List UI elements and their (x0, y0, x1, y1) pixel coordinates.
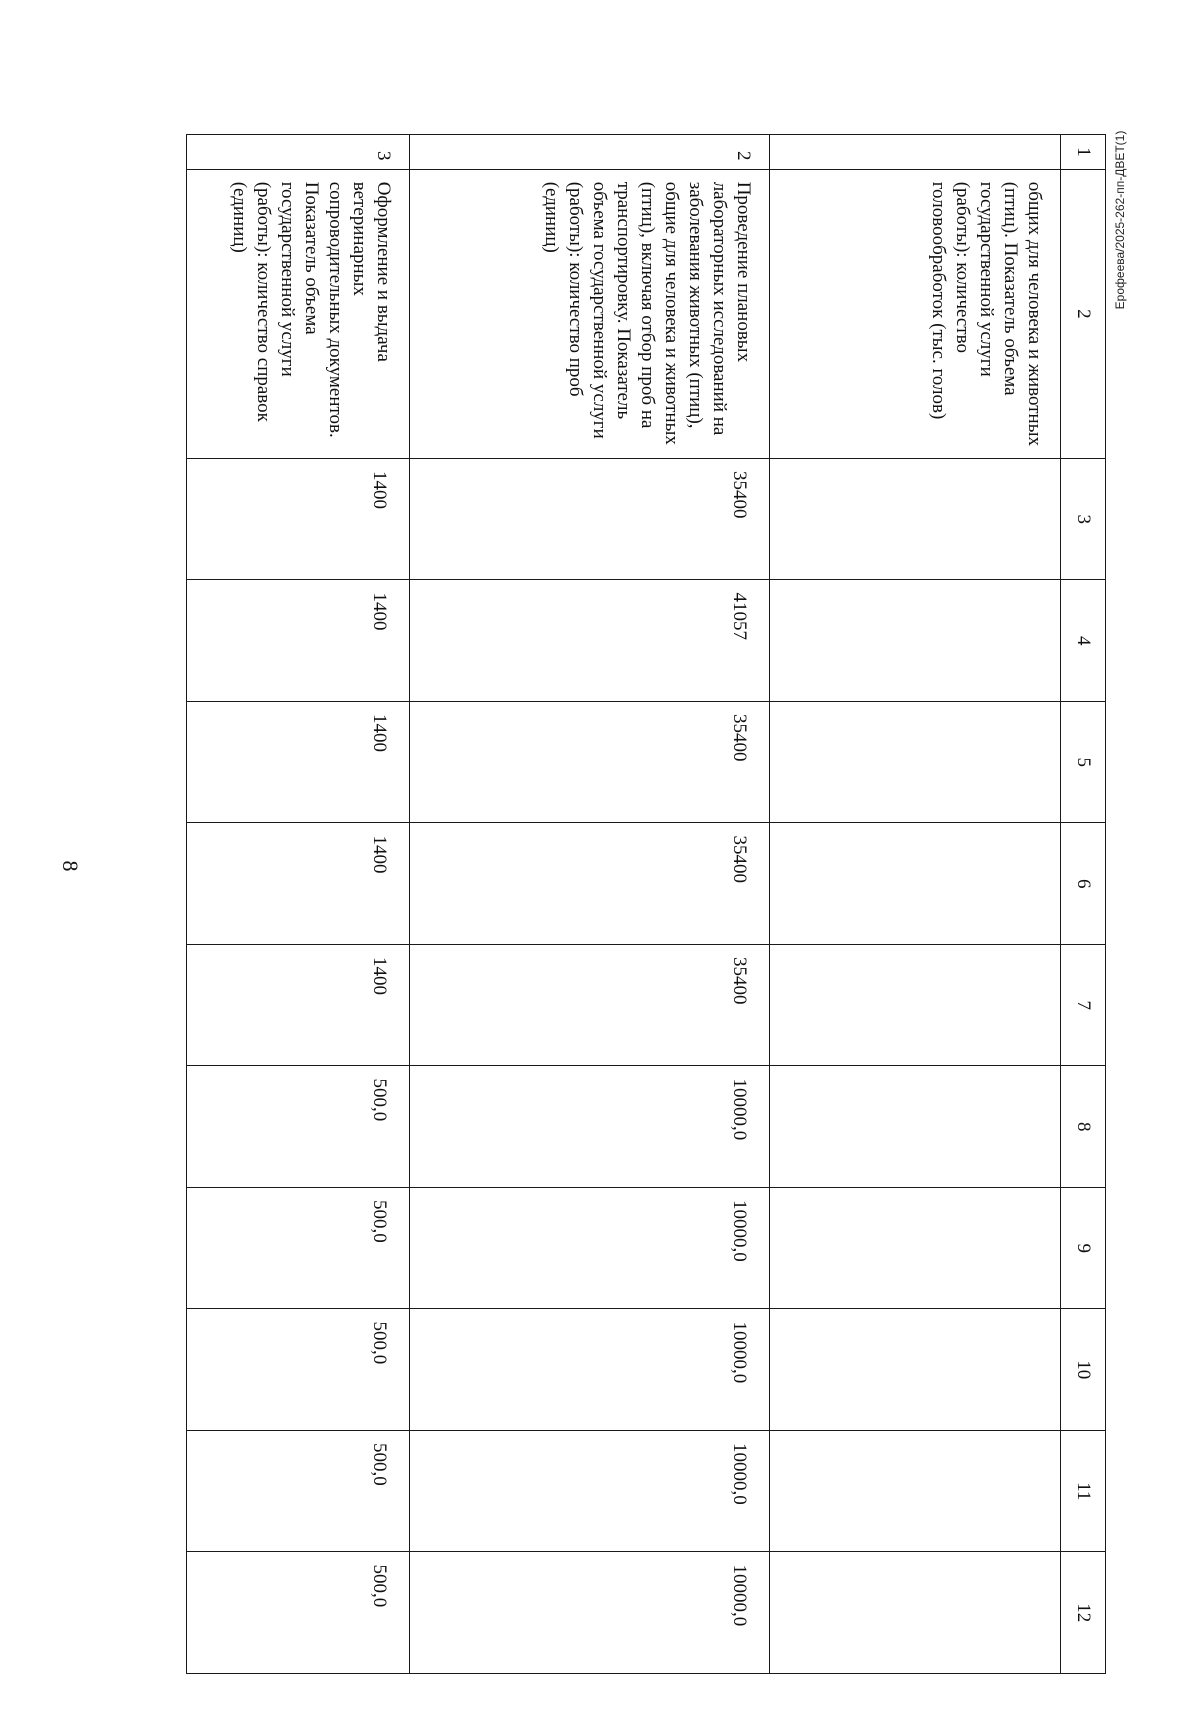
table-cell: 500,0 (187, 1430, 410, 1552)
table-cell: 1400 (187, 580, 410, 702)
table-cell: 1400 (187, 701, 410, 823)
table-cell: 1400 (187, 458, 410, 580)
table-cell: 35400 (409, 701, 770, 823)
table-cell: 1400 (187, 944, 410, 1066)
column-header: 6 (1061, 823, 1106, 945)
table-cell (770, 1552, 1061, 1674)
document-code: Ерофеева/2025-262-пп-ДВЕТ(1) (1113, 130, 1127, 310)
row-description: общих для человека и животных (птиц). Показатель объема государственной услуги (работы): количество головообработок (тыс. голов) (770, 169, 1061, 458)
column-header: 2 (1061, 169, 1106, 458)
page-number: 8 (58, 860, 83, 872)
table-cell (770, 580, 1061, 702)
row-number (770, 135, 1061, 170)
table-cell: 10000,0 (409, 1552, 770, 1674)
table-cell (770, 701, 1061, 823)
table-cell (770, 1066, 1061, 1188)
column-header: 12 (1061, 1552, 1106, 1674)
table-cell (770, 458, 1061, 580)
table-row (409, 135, 770, 1674)
table-cell (770, 823, 1061, 945)
table-cell: 10000,0 (409, 1187, 770, 1309)
table-cell (770, 944, 1061, 1066)
row-description: Проведение плановых лабораторных исследований на заболевания животных (птиц), общие для человека и животных (птиц), включая отбор проб на транспортировку. Показатель объема государственной услуги (работы): количество проб (единиц) (409, 169, 770, 458)
table-cell: 500,0 (187, 1187, 410, 1309)
table-row (770, 135, 1061, 1674)
table-row (187, 135, 410, 1674)
row-description: Оформление и выдача ветеринарных сопроводительных документов. Показатель объема государственной услуги (работы): количество справок (единиц) (187, 169, 410, 458)
column-header: 7 (1061, 944, 1106, 1066)
column-header: 9 (1061, 1187, 1106, 1309)
column-header: 11 (1061, 1430, 1106, 1552)
row-number: 2 (409, 135, 770, 170)
table-cell: 35400 (409, 823, 770, 945)
table-cell: 35400 (409, 944, 770, 1066)
table-cell: 35400 (409, 458, 770, 580)
column-header: 3 (1061, 458, 1106, 580)
column-header: 10 (1061, 1309, 1106, 1431)
table-cell (770, 1309, 1061, 1431)
table-header-row (1061, 135, 1106, 1674)
rotated-table-sheet (186, 134, 1106, 1674)
table-cell: 500,0 (187, 1309, 410, 1431)
table-cell: 1400 (187, 823, 410, 945)
table-cell: 10000,0 (409, 1430, 770, 1552)
data-table (186, 134, 1106, 1674)
table-cell (770, 1430, 1061, 1552)
table-cell: 10000,0 (409, 1066, 770, 1188)
table-cell: 500,0 (187, 1066, 410, 1188)
table-cell: 41057 (409, 580, 770, 702)
table-cell (770, 1187, 1061, 1309)
table-cell: 10000,0 (409, 1309, 770, 1431)
column-header: 5 (1061, 701, 1106, 823)
row-number: 3 (187, 135, 410, 170)
table-cell: 500,0 (187, 1552, 410, 1674)
column-header: 8 (1061, 1066, 1106, 1188)
column-header: 4 (1061, 580, 1106, 702)
column-header: 1 (1061, 135, 1106, 170)
